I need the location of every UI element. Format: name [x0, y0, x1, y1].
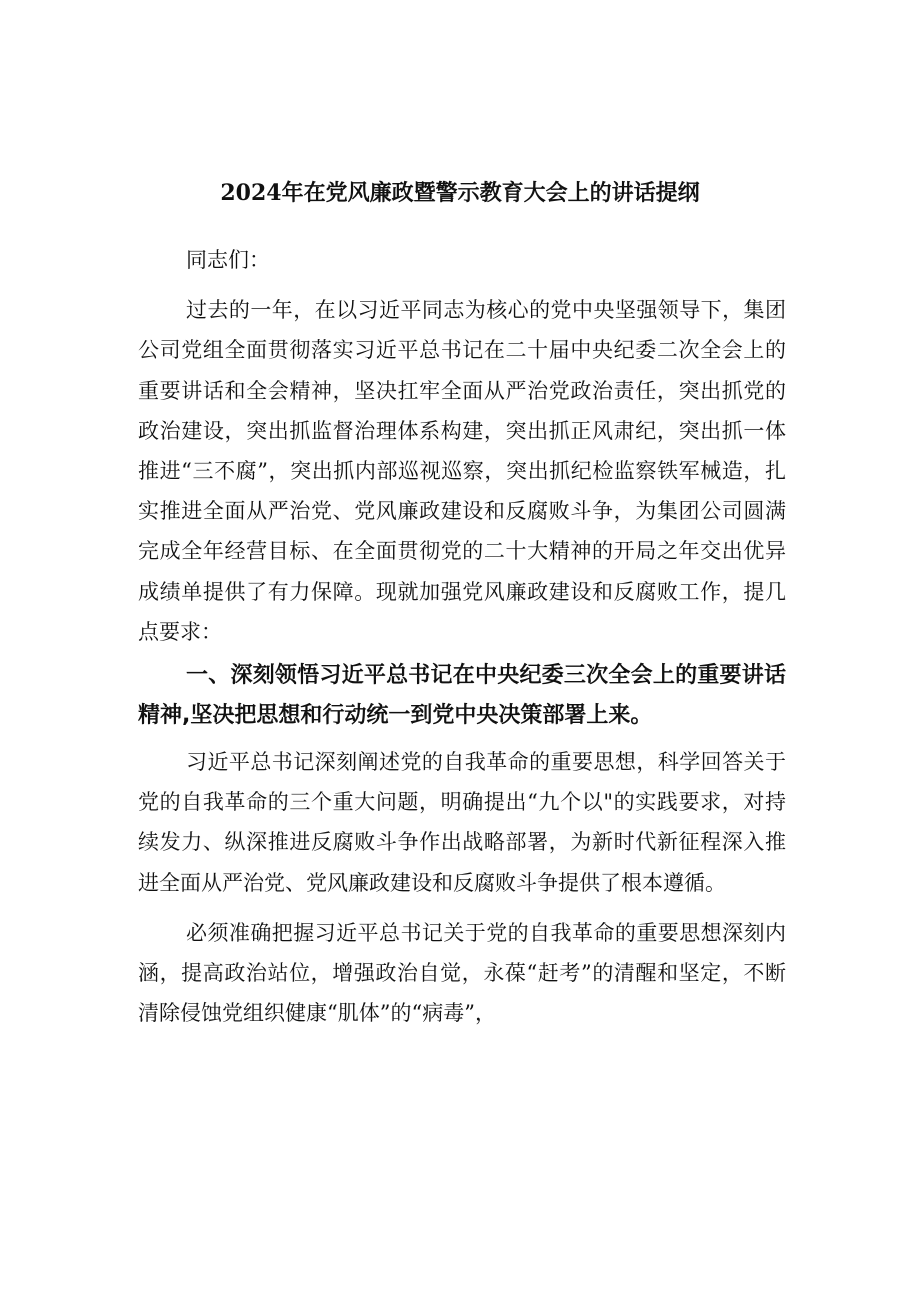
salutation: 同志们： — [186, 248, 270, 272]
paragraph-section-1b: 必须准确把握习近平总书记关于党的自我革命的重要思想深刻内涵，提高政治站位，增强政治自觉，永葆“赶考”的清醒和坚定，不断清除侵蚀党组织健康“肌体”的“病毒”， — [138, 920, 786, 1026]
section-heading-1: 一、深刻领悟习近平总书记在中央纪委三次全会上的重要讲话精神,坚决把思想和行动统一到党中央决策部署上来。 — [138, 663, 786, 729]
document-body — [138, 240, 786, 1033]
document-title: 2024年在党风廉政暨警示教育大会上的讲话提纲 — [220, 180, 700, 206]
paragraph-intro: 过去的一年，在以习近平同志为核心的党中央坚强领导下，集团公司党组全面贯彻落实习近平总书记在二十届中央纪委二次全会上的重要讲话和全会精神，坚决扛牢全面从严治党政治责任，突出抓党的政治建设，突出抓监督治理体系构建，突出抓正风肃纪，突出抓一体推进“三不腐”，突出抓内部巡视巡察，突出抓纪检监察铁军械造，扎实推进全面从严治党、党风廉政建设和反腐败斗争，为集团公司圆满完成全年经营目标、在全面贯彻党的二十大精神的开局之年交出优异成绩单提供了有力保障。现就加强党风廉政建设和反腐败工作，提几点要求： — [138, 298, 786, 644]
paragraph-section-1a: 习近平总书记深刻阐述党的自我革命的重要思想，科学回答关于党的自我革命的三个重大问题，明确提出“九个以"的实践要求，对持续发力、纵深推进反腐败斗争作出战略部署，为新时代新征程深入推进全面从严治党、党风廉政建设和反腐败斗争提供了根本遵循。 — [138, 750, 786, 895]
